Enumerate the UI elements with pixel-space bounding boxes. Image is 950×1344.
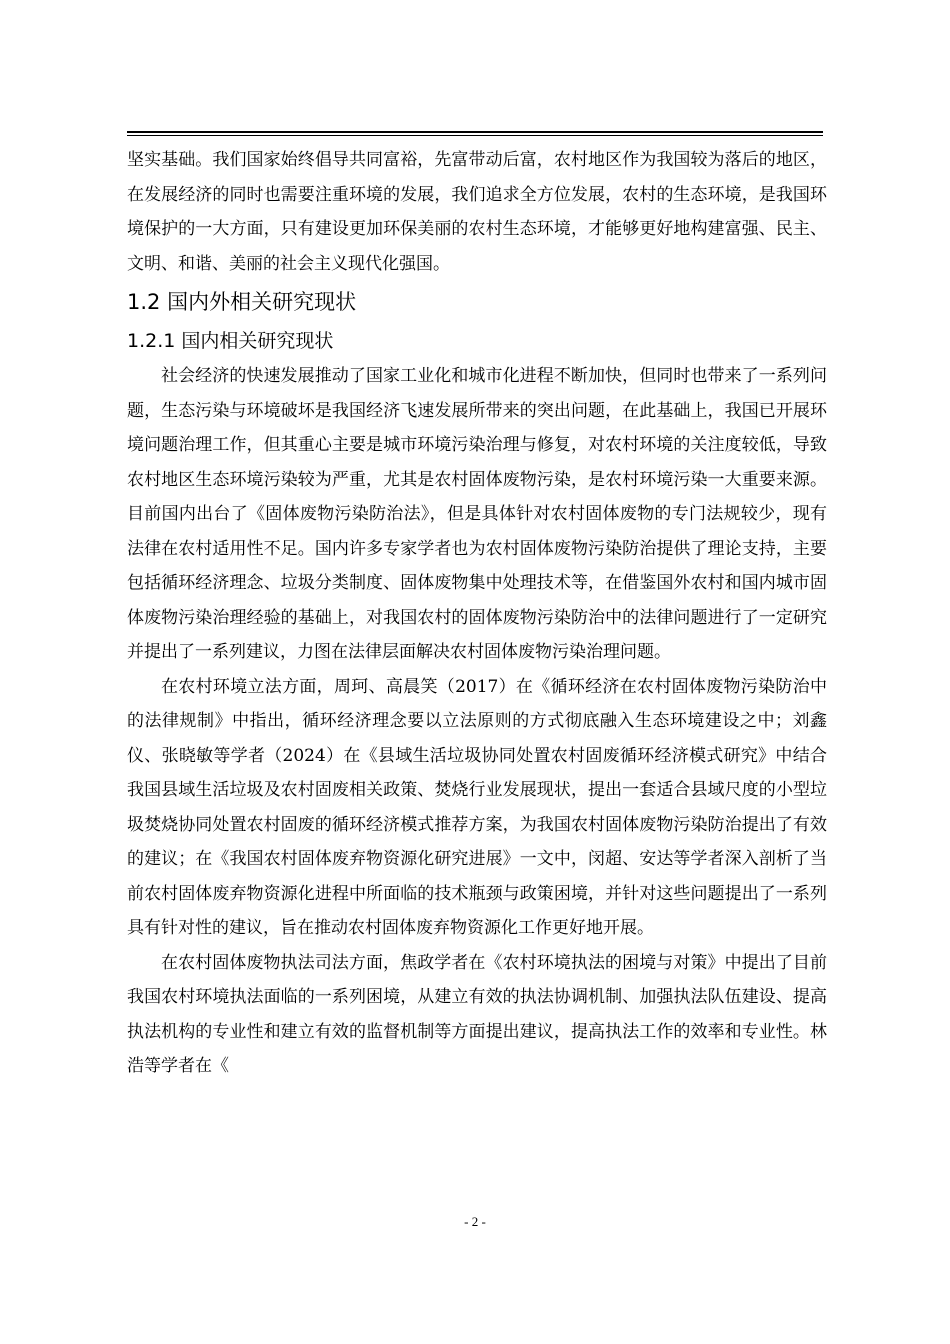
paragraph-enforcement: 在农村固体废物执法司法方面，焦政学者在《农村环境执法的困境与对策》中提出了目前我国农村环境执法面临的一系列困境，从建立有效的执法协调机制、加强执法队伍建设、提高执法机构的专业性和建立有效的监督机制等方面提出建议，提高执法工作的效率和专业性。林浩等学者在《 — [127, 952, 827, 1076]
paragraph-legislation: 在农村环境立法方面，周珂、高晨笑（2017）在《循环经济在农村固体废物污染防治中的法律规制》中指出，循环经济理念要以立法原则的方式彻底融入生态环境建设之中；刘鑫仪、张晓敏等学者（2024）在《县域生活垃圾协同处置农村固废循环经济模式研究》中结合我国县域生活垃圾及农村固废相关政策、焚烧行业发展现状，提出一套适合县域尺度的小型垃圾焚烧协同处置农村固废的循环经济模式推荐方案，为我国农村固体废物污染防治提出了有效的建议；在《我国农村固体废弃物资源化研究进展》一文中，闵超、安达等学者深入剖析了当前农村固体废弃物资源化进程中所面临的技术瓶颈与政策困境，并针对这些问题提出了一系列具有针对性的建议，旨在推动农村固体废弃物资源化工作更好地开展。 — [127, 676, 827, 938]
header-rule — [127, 131, 823, 136]
page-number: - 2 - — [464, 1214, 486, 1229]
paragraph-domestic-overview: 社会经济的快速发展推动了国家工业化和城市化进程不断加快，但同时也带来了一系列问题，生态污染与环境破坏是我国经济飞速发展所带来的突出问题，在此基础上，我国已开展环境问题治理工作，但其重心主要是城市环境污染治理与修复，对农村环境的关注度较低，导致农村地区生态环境污染较为严重，尤其是农村固体废物污染，是农村环境污染一大重要来源。目前国内出台了《固体废物污染防治法》，但是具体针对农村固体废物的专门法规较少，现有法律在农村适用性不足。国内许多专家学者也为农村固体废物污染防治提供了理论支持，主要包括循环经济理念、垃圾分类制度、固体废物集中处理技术等，在借鉴国外农村和国内城市固体废物污染治理经验的基础上，对我国农村的固体废物污染防治中的法律问题进行了一定研究并提出了一系列建议，力图在法律层面解决农村固体废物污染治理问题。 — [127, 366, 827, 662]
document-body — [127, 143, 827, 1084]
intro-paragraph: 坚实基础。我们国家始终倡导共同富裕，先富带动后富，农村地区作为我国较为落后的地区，在发展经济的同时也需要注重环境的发展，我们追求全方位发展，农村的生态环境，是我国环境保护的一大方面，只有建设更加环保美丽的农村生态环境，才能够更好地构建富强、民主、文明、和谐、美丽的社会主义现代化强国。 — [127, 150, 827, 274]
subsection-heading: 1.2.1 国内相关研究现状 — [127, 330, 334, 352]
section-heading: 1.2 国内外相关研究现状 — [127, 290, 357, 314]
